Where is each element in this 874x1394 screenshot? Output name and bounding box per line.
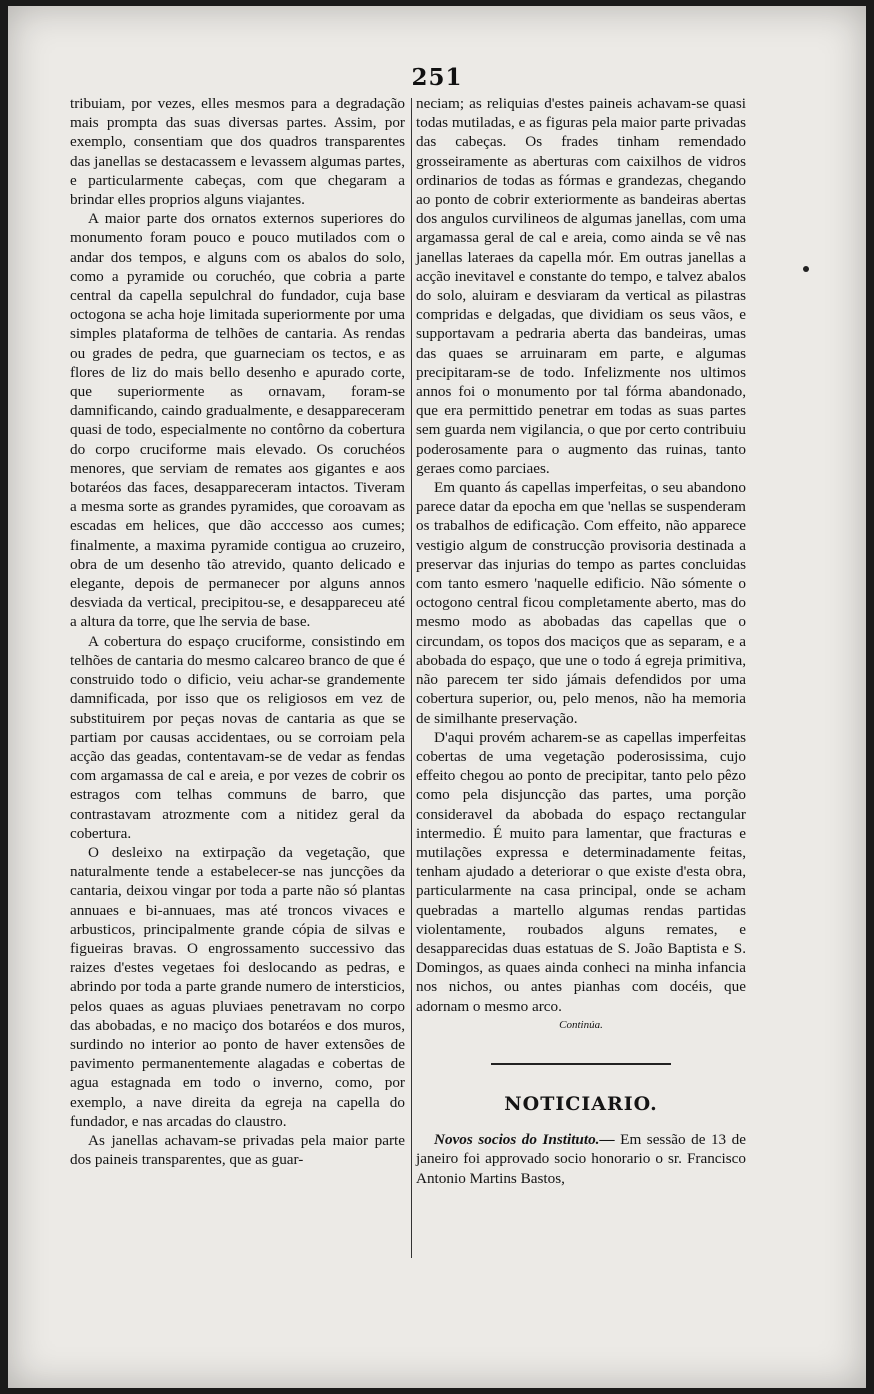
noticiario-text: Em sessão de 13 de janeiro foi approvado socio honorario o sr. Francisco Antonio Martins Bastos, [416,1131,746,1187]
paragraph: neciam; as reliquias d'estes paineis achavam-se quasi todas mutiladas, e as figuras pela maior parte privadas das cabeças. Os frades tinham remendado grosseiramente as aberturas com caixilhos de vidros ordinarios de todas as fórmas e grandezas, chegando ao ponto de cobrir exteriormente as bandeiras abertas dos angulos curvilineos de algumas janellas, com uma argamassa geral de cal e areia, como ainda se vê nas janellas lateraes da capella mór. Em outras janellas a acção inevitavel e constante do tempo, e talvez abalos do solo, aluiram e desviaram da vertical as pilastras compridas e delgadas, que dividiam os seus vãos, e supportavam a pedraria aberta das bandeiras, umas das quaes se arruinaram em parte, e algumas precipitaram-se de todo. Infelizmente nos ultimos annos foi o monumento por tal fórma abandonado, que era permittido penetrar em todas as suas partes sem guarda nem vigilancia, o que por certo contribuiu poderosamente para o augmento das ruinas, tanto geraes como parciaes. [416,95,746,477]
continua-note: Continúa. [559,1018,603,1031]
page-number: 251 [411,64,463,91]
paragraph: D'aqui provém acharem-se as capellas imperfeitas cobertas de uma vegetação poderosissima, cujo effeito chegou ao ponto de precipitar, tanto pelo pêzo como pela disjuncção das partes, uma porção consideravel da abobada do espaço rectangular intermedio. É muito para lamentar, que fracturas e mutilações expressa e determinadamente feitas, tenham ajudado a deteriorar o que existe d'esta obra, particularmente na casa principal, onde se acham quebradas a martello algumas rendas partidas violentamente, roubados alguns remates, e desapparecidas duas estatuas de S. João Baptista e S. Domingos, as quaes ainda conheci na minha infancia nos nichos, ou antes pianhas com docéis, que adornam o mesmo arco. [416,728,746,1015]
paragraph: A maior parte dos ornatos externos superiores do monumento foram pouco e pouco mutilados com o andar dos tempos, e alguns com os abalos do solo, como a pyramide ou coruchéo, que cobria a parte central da capella sepulchral do fundador, cuja base octogona se acha hoje limitada superiormente por uma simples plataforma de telhões de cantaria. As rendas ou grades de pedra, que guarneciam os tectos, e as flores de liz do mais bello desenho e apurado corte, que superiormente as ornavam, foram-se damnificando, caindo gradualmente, e desappareceram quasi de todo, especialmente no contôrno da cobertura do corpo cruciforme mais elevado. Os coruchéos menores, que serviam de remates aos gigantes e aos botaréos das faces, desappareceram intactos. Tiveram a mesma sorte as grandes pyramides, que coroavam as escadas em helices, que dão acccesso aos cumes; finalmente, a maxima pyramide contigua ao cruzeiro, obra de um desenho tão atrevido, quanto delicado e elegante, depois de permanecer por alguns annos desviada da vertical, precipitou-se, e desappareceu até a altura da torre, que lhe servia de base. [70,210,405,631]
paragraph: A cobertura do espaço cruciforme, consistindo em telhões de cantaria do mesmo calcareo branco de que é construido todo o dificio, veiu achar-se grandemente damnificada, por isso que os religiosos em vez de substituirem por peças novas de cantaria as que se partiam por causas accidentaes, ou se corroiam pela acção das geadas, contentavam-se de vedar as fendas com argamassa de cal e areia, e por vezes de cobrir os estragos com telhas communs de barro, que contrastavam atrozmente com a nitidez geral da cobertura. [70,632,405,842]
paragraph: O desleixo na extirpação da vegetação, que naturalmente tende a estabelecer-se nas juncções da cantaria, deixou vingar por toda a parte não só plantas annuaes e bi-annuaes, mas até troncos vivaces e arbusticos, principalmente grande cópia de silvas e figueiras bravas. O engrossamento successivo das raizes d'estes vegetaes foi deslocando as pedras, e abrindo por toda a parte grande numero de intersticios, pelos quaes as aguas pluviaes penetravam no corpo das abobadas, e no maciço dos botaréos e dos muros, surdindo no interior ao ponto de haver extensões de pavimento permanentemente alagadas e cobertas de agua estagnada em todo o inverno, como, por exemplo, a nave direita da egreja na capella do fundador, e nas arcadas do claustro. [70,843,405,1130]
section-divider [491,1063,671,1065]
paragraph: As janellas achavam-se privadas pela maior parte dos paineis transparentes, que as guar- [70,1131,405,1169]
left-column [70,94,405,1169]
newspaper-page [8,6,866,1388]
paragraph: Em quanto ás capellas imperfeitas, o seu abandono parece datar da epocha em que 'nellas se suspenderam os trabalhos de edificação. Com effeito, não apparece vestigio algum de construcção provisoria destinada a preservar das injurias do tempo as partes concluidas com tanto esmero 'naquelle edificio. Não sómente o octogono central ficou completamente aberto, mas do mesmo modo as abobadas das capellas que o circundam, os topos dos maciços que as separam, e a abobada do espaço, que une o todo á egreja primitiva, não parecem ter sido jámais defendidos por uma cobertura superior, ou, pelo menos, não ha memoria de similhante preservação. [416,479,746,727]
noticiario-title: NOTICIARIO. [504,1092,658,1115]
paragraph: tribuiam, por vezes, elles mesmos para a degradação mais prompta das suas diversas partes. Assim, por exemplo, consentiam que dos quadros transparentes das janellas se destacassem e levassem algumas partes, e particularmente cabeças, com que chegaram a brindar elles proprios alguns viajantes. [70,95,405,209]
noticiario-paragraph [416,1130,746,1188]
ink-dot [803,266,809,272]
column-divider [411,98,412,1258]
right-column [416,94,746,1188]
noticiario-lead: Novos socios do Instituto.— [434,1131,615,1149]
